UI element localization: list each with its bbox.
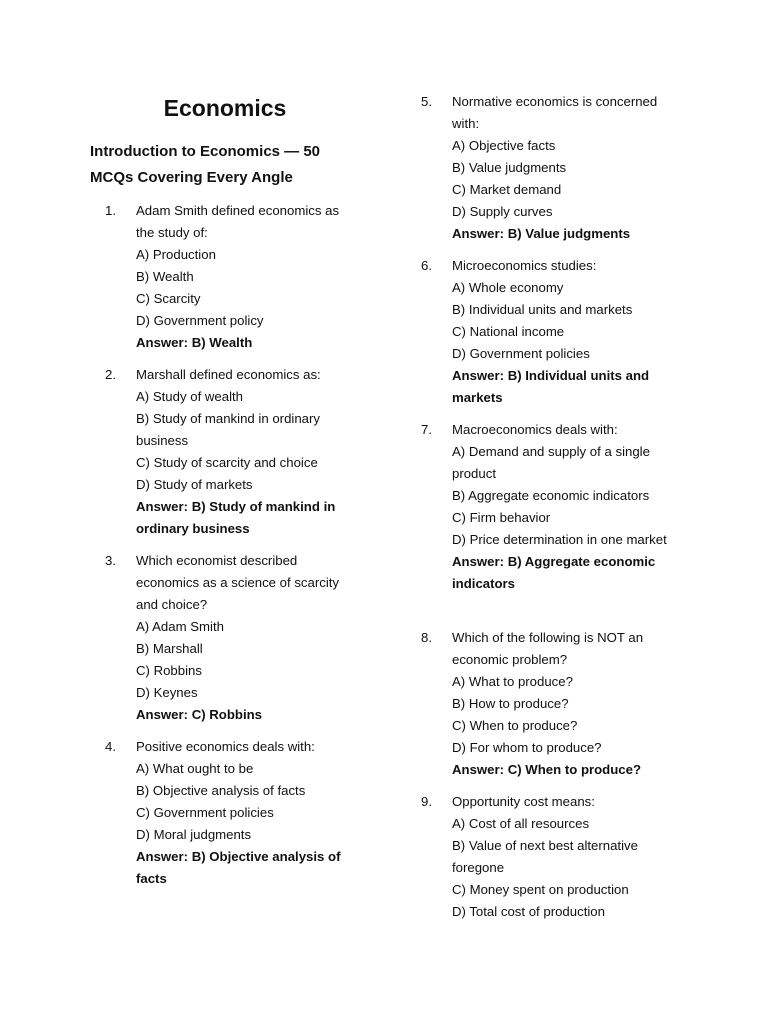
question-number: 5. bbox=[421, 94, 432, 109]
option: D) Keynes bbox=[136, 685, 198, 700]
answer: Answer: C) Robbins bbox=[136, 707, 263, 722]
option: A) Demand and supply of a single product bbox=[452, 444, 650, 481]
option: B) Study of mankind in ordinary business bbox=[136, 411, 320, 448]
option: A) Objective facts bbox=[452, 138, 556, 153]
option: A) What ought to be bbox=[136, 761, 254, 776]
option: B) Marshall bbox=[136, 641, 203, 656]
option: C) Government policies bbox=[136, 805, 274, 820]
option: B) Aggregate economic indicators bbox=[452, 488, 650, 503]
option: D) Government policy bbox=[136, 313, 264, 328]
question-text: Adam Smith defined economics as the study of: bbox=[136, 203, 340, 240]
question-number: 3. bbox=[105, 553, 116, 568]
answer: Answer: B) Aggregate economic indicators bbox=[452, 554, 656, 591]
answer: Answer: B) Individual units and markets bbox=[452, 368, 650, 405]
option: A) What to produce? bbox=[452, 674, 573, 689]
question-number: 4. bbox=[105, 739, 116, 754]
option: D) Moral judgments bbox=[136, 827, 252, 842]
answer: Answer: B) Value judgments bbox=[452, 226, 631, 241]
option: C) National income bbox=[452, 324, 565, 339]
option: A) Study of wealth bbox=[136, 389, 244, 404]
option: B) Wealth bbox=[136, 269, 194, 284]
option: D) Study of markets bbox=[136, 477, 253, 492]
option: D) Supply curves bbox=[452, 204, 553, 219]
question-text: Which of the following is NOT an economic problem? bbox=[452, 630, 644, 667]
question-text: Positive economics deals with: bbox=[136, 739, 315, 754]
document-title: Economics bbox=[163, 95, 287, 121]
option: D) Government policies bbox=[452, 346, 590, 361]
question-text: Opportunity cost means: bbox=[452, 794, 595, 809]
answer: Answer: B) Objective analysis of facts bbox=[136, 849, 341, 886]
question-text: Normative economics is concerned with: bbox=[452, 94, 658, 131]
option: D) Total cost of production bbox=[452, 904, 605, 919]
question-item bbox=[406, 91, 678, 245]
option: C) Money spent on production bbox=[452, 882, 629, 897]
question-item bbox=[406, 255, 678, 409]
question-number: 1. bbox=[105, 203, 116, 218]
option: C) When to produce? bbox=[452, 718, 578, 733]
option: B) Value judgments bbox=[452, 160, 567, 175]
question-item bbox=[90, 200, 360, 354]
option: C) Robbins bbox=[136, 663, 202, 678]
option: C) Study of scarcity and choice bbox=[136, 455, 318, 470]
option: A) Adam Smith bbox=[136, 619, 224, 634]
question-item bbox=[406, 791, 678, 923]
question-text: Microeconomics studies: bbox=[452, 258, 597, 273]
answer: Answer: B) Wealth bbox=[136, 335, 253, 350]
question-item bbox=[90, 550, 360, 726]
question-number: 6. bbox=[421, 258, 432, 273]
question-text: Marshall defined economics as: bbox=[136, 367, 321, 382]
option: A) Whole economy bbox=[452, 280, 564, 295]
option: D) For whom to produce? bbox=[452, 740, 602, 755]
document-subtitle: Introduction to Economics — 50 MCQs Covering Every Angle bbox=[90, 143, 321, 186]
question-item bbox=[406, 419, 678, 595]
option: B) Value of next best alternative foregone bbox=[452, 838, 638, 875]
question-item bbox=[90, 736, 360, 890]
question-number: 9. bbox=[421, 794, 432, 809]
option: C) Scarcity bbox=[136, 291, 201, 306]
option: A) Cost of all resources bbox=[452, 816, 590, 831]
question-number: 8. bbox=[421, 630, 432, 645]
option: A) Production bbox=[136, 247, 216, 262]
question-number: 2. bbox=[105, 367, 116, 382]
option: D) Price determination in one market bbox=[452, 532, 667, 547]
option: B) Individual units and markets bbox=[452, 302, 633, 317]
option: C) Market demand bbox=[452, 182, 562, 197]
question-item bbox=[90, 364, 360, 540]
answer: Answer: C) When to produce? bbox=[452, 762, 642, 777]
option: B) How to produce? bbox=[452, 696, 569, 711]
question-text: Which economist described economics as a science of scarcity and choice? bbox=[136, 553, 340, 612]
option: B) Objective analysis of facts bbox=[136, 783, 306, 798]
option: C) Firm behavior bbox=[452, 510, 551, 525]
question-text: Macroeconomics deals with: bbox=[452, 422, 618, 437]
question-item bbox=[406, 627, 678, 781]
answer: Answer: B) Study of mankind in ordinary business bbox=[136, 499, 336, 536]
question-number: 7. bbox=[421, 422, 432, 437]
